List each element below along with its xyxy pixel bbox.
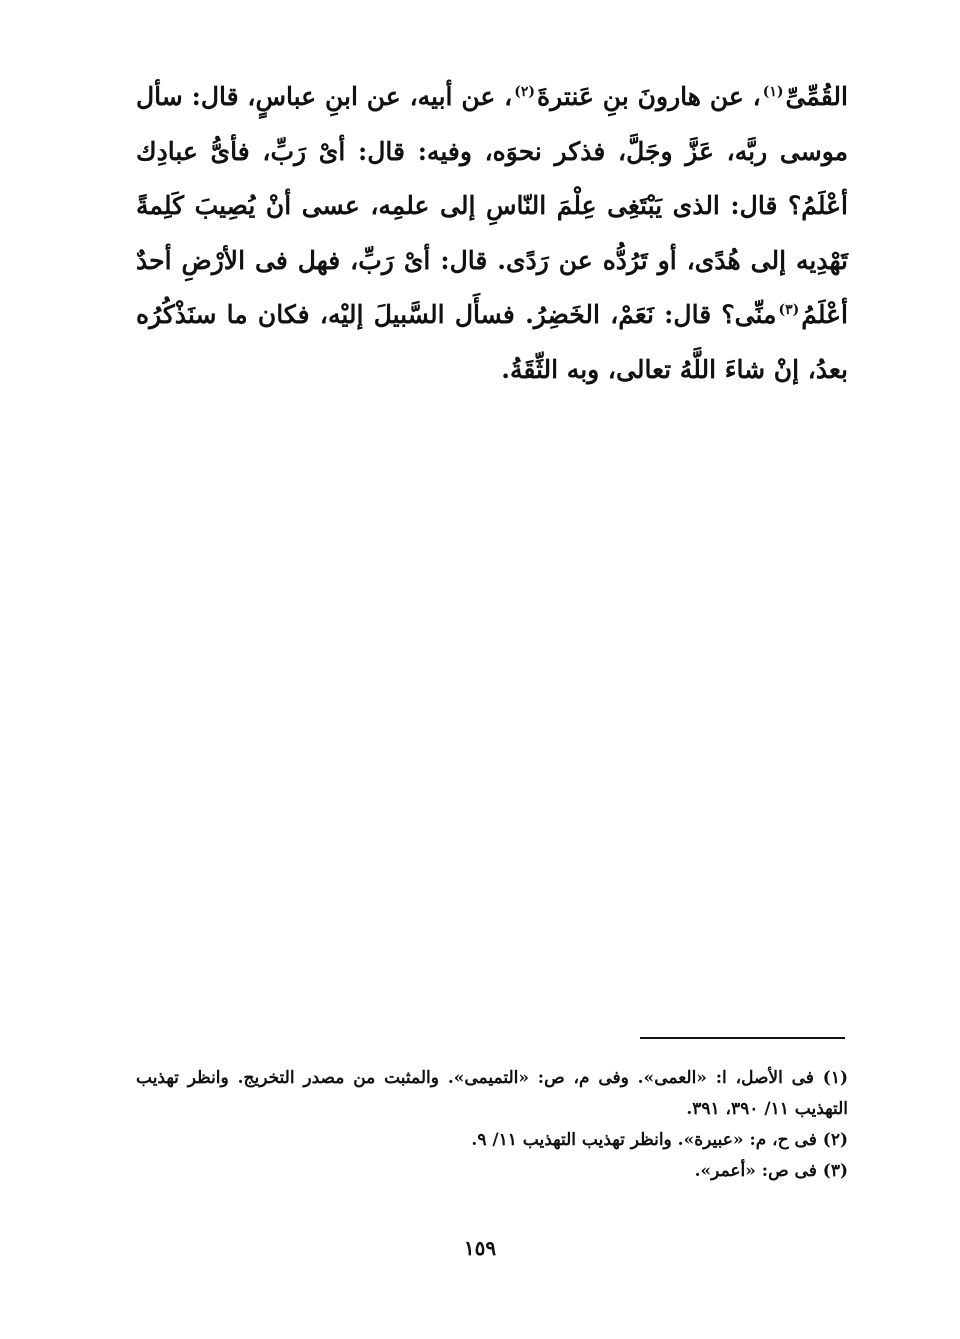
text-segment: القُمِّىِّ xyxy=(785,82,848,111)
text-segment: ، عن أبيه، عن ابنِ عباسٍ، قال: سأل موسى ربَّه، عَزَّ وجَلَّ، فذكر نحوَه، وفيه: قال: أىْ رَبِّ، فأىُّ عبادِك أعْلَمُ؟ قال: الذى يَبْتَغِى عِلْمَ النّاسِ إلى علمِه، عسى أنْ يُصِيبَ كَلِمةً تَهْدِيه إلى هُدًى، أو تَرُدُّه عن رَدًى. قال: أىْ رَبِّ، فهل فى الأرْضِ أحدٌ أعْلَمُ xyxy=(136,82,848,329)
text-segment: منِّى؟ قال: نَعَمْ، الخَضِرُ. فسأَل السَّبيلَ إليْه، فكان ما سنَذْكُرُه بعدُ، إنْ شاءَ اللَّهُ تعالى، وبه الثِّقَةُ. xyxy=(136,300,848,384)
footnote-1: (١) فى الأصل، ا: «العمى». وفى م، ص: «التميمى». والمثبت من مصدر التخريج. وانظر تهذيب التهذيب ١١/ ٣٩٠، ٣٩١. xyxy=(136,1068,848,1119)
footnote-3: (٣) فى ص: «أعمر». xyxy=(694,1161,848,1181)
footnote-ref-3[interactable]: (٣) xyxy=(778,301,800,318)
main-paragraph xyxy=(136,70,848,397)
main-text-block xyxy=(136,70,848,397)
text-segment: ، عن هارونَ بنِ عَنترةَ xyxy=(537,82,761,111)
footnote-divider xyxy=(640,1037,845,1039)
footnote-2: (٢) فى ح، م: «عبيرة». وانظر تهذيب التهذيب ١١/ ٩. xyxy=(471,1130,848,1150)
footnote-ref-2[interactable]: (٢) xyxy=(514,83,536,100)
page-number: ١٥٩ xyxy=(463,1236,497,1260)
footnotes-block xyxy=(136,1063,848,1187)
footnote-ref-1[interactable]: (١) xyxy=(762,83,784,100)
